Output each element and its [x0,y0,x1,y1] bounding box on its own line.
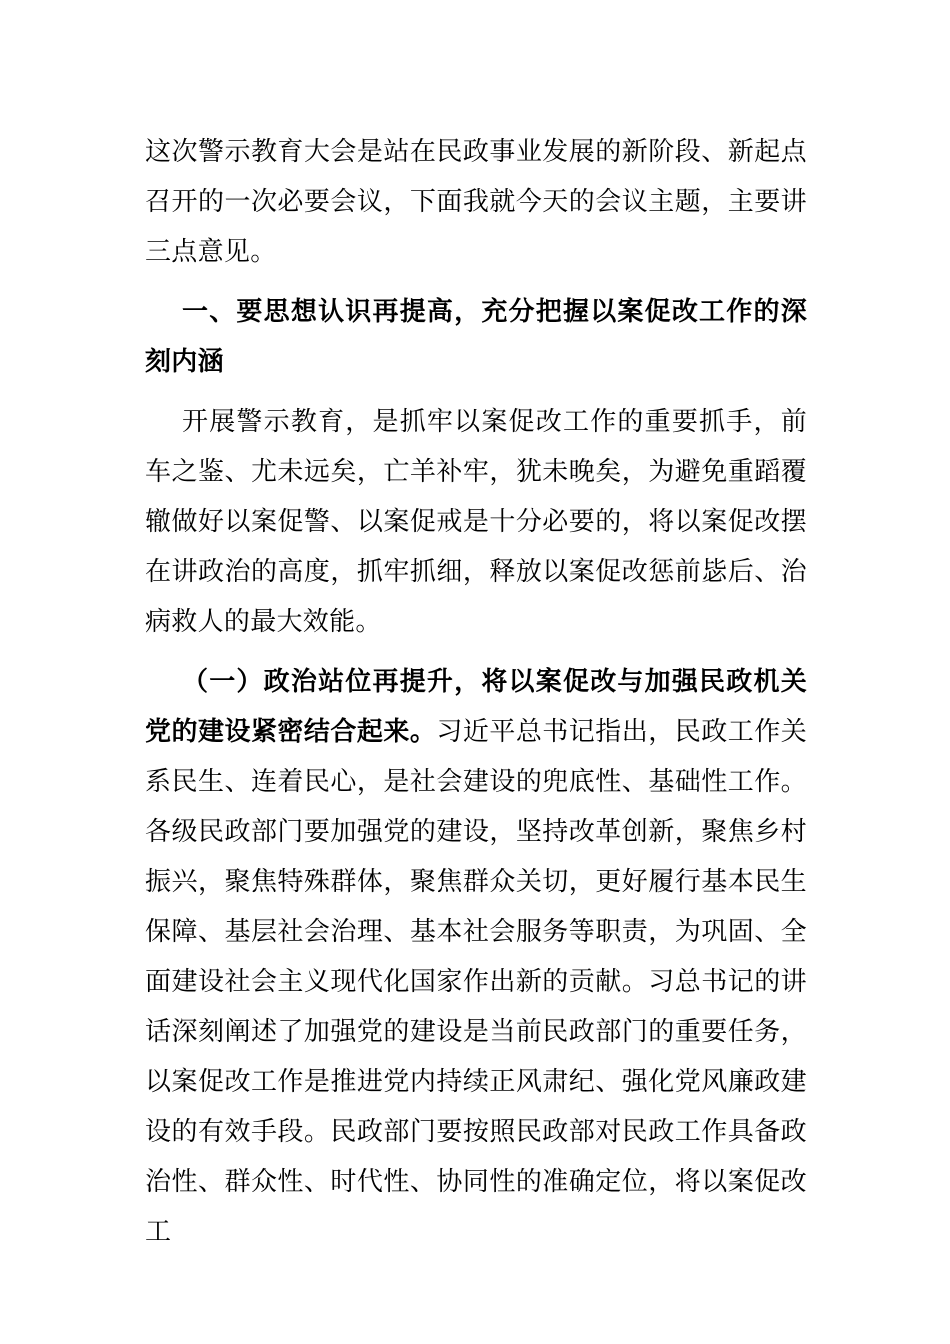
subsection-1-paragraph [145,657,807,1257]
intro-paragraph: 这次警示教育大会是站在民政事业发展的新阶段、新起点召开的一次必要会议，下面我就今天的会议主题，主要讲三点意见。 [145,137,807,267]
subsection-1-text: 习近平总书记指出，民政工作关系民生、连着民心，是社会建设的兜底性、基础性工作。各级民政部门要加强党的建设，坚持改革创新，聚焦乡村振兴，聚焦特殊群体，聚焦群众关切，更好履行基本民生保障、基层社会治理、基本社会服务等职责，为巩固、全面建设社会主义现代化国家作出新的贡献。习总书记的讲话深刻阐述了加强党的建设是当前民政部门的重要任务，以案促改工作是推进党内持续正风肃纪、强化党风廉政建设的有效手段。民政部门要按照民政部对民政工作具备政治性、群众性、时代性、协同性的准确定位，将以案促改工 [145,717,807,1247]
subsection-heading-1: （一）政治站位再提升，将以案促改与加强民政机关党的建设紧密结合起来。 [145,667,807,747]
section-heading-1: 一、要思想认识再提高，充分把握以案促改工作的深刻内涵 [145,297,807,377]
section-1-paragraph: 开展警示教育，是抓牢以案促改工作的重要抓手，前车之鉴、尤未远矣，亡羊补牢，犹未晚矣，为避免重蹈覆辙做好以案促警、以案促戒是十分必要的，将以案促改摆在讲政治的高度，抓牢抓细，释放以案促改惩前毖后、治病救人的最大效能。 [145,407,807,637]
document-body [145,127,807,1257]
